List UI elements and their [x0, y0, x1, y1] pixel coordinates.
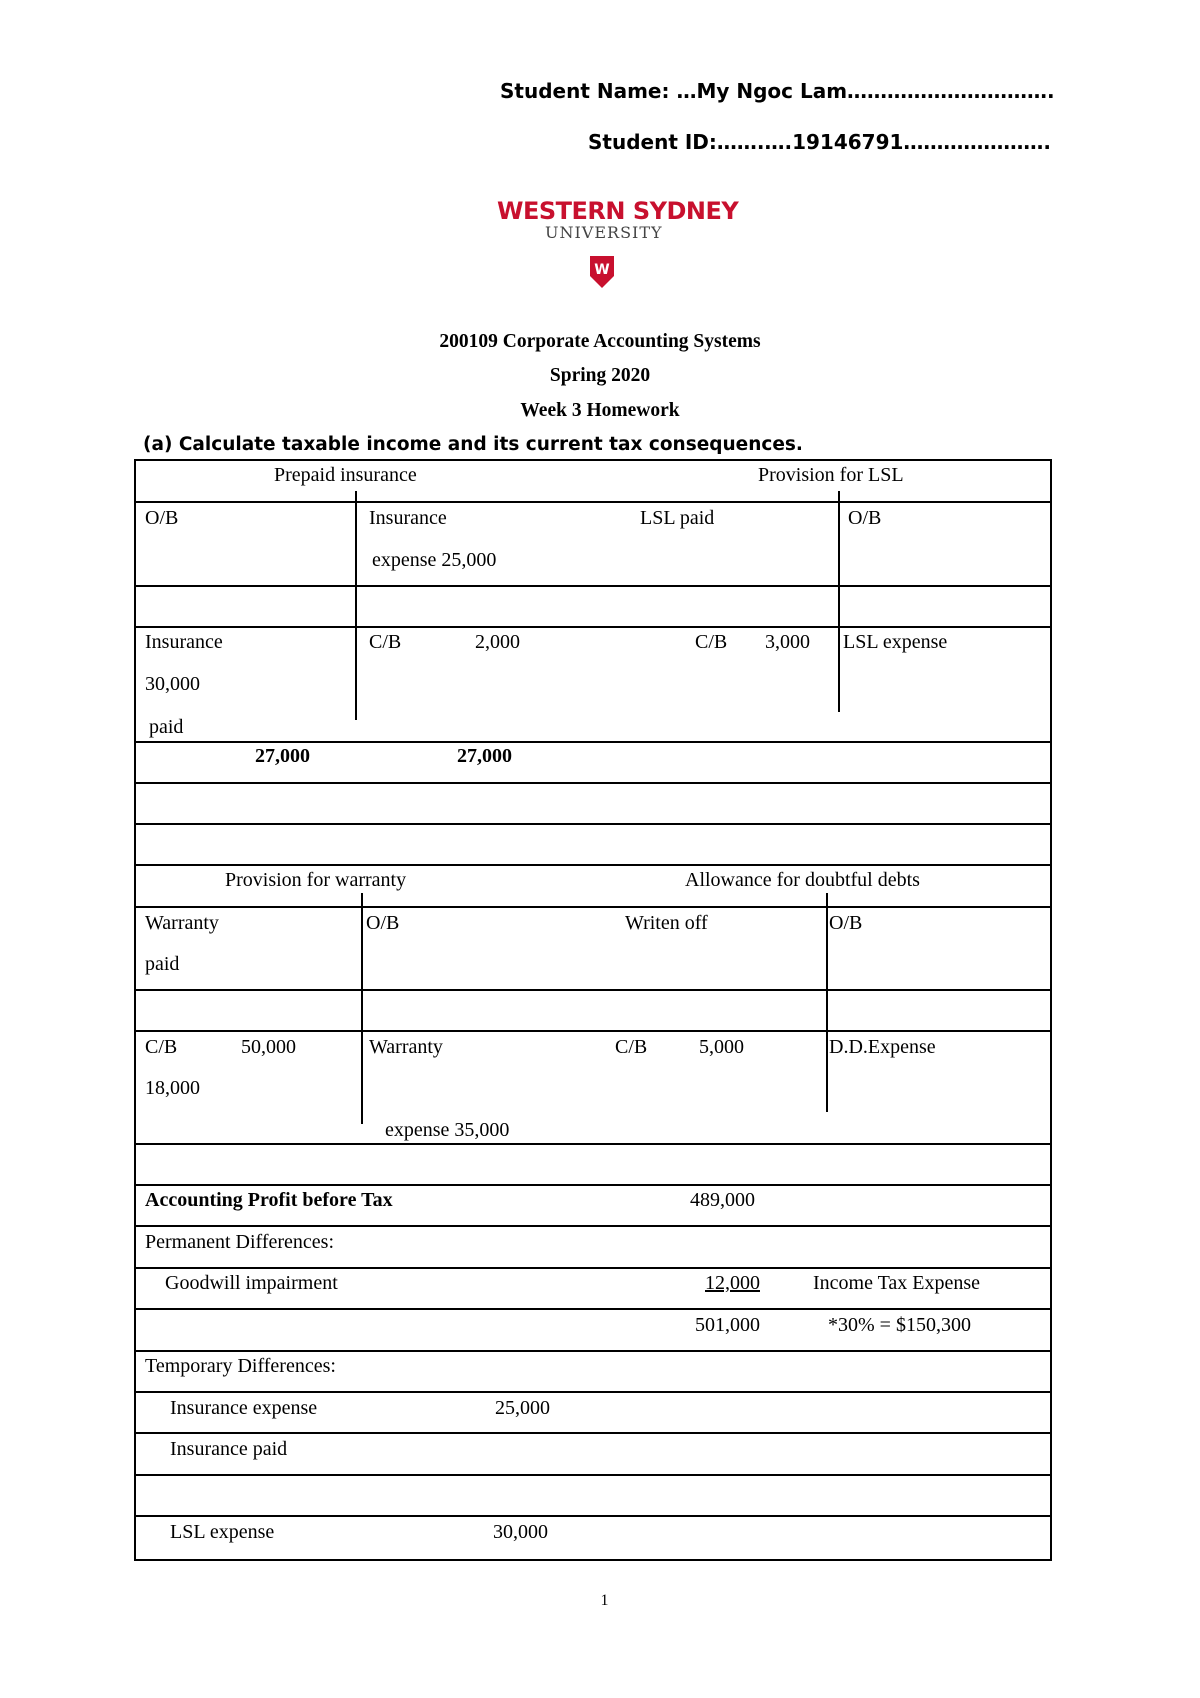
prepaid-cb-value: 2,000	[475, 631, 520, 653]
prepaid-total-left: 27,000	[255, 745, 310, 767]
warranty-cb-label: C/B	[145, 1036, 178, 1058]
temp-diff-label: Temporary Differences:	[145, 1355, 336, 1377]
apbt-value: 489,000	[690, 1189, 755, 1211]
prepaid-cb-label: C/B	[369, 631, 402, 653]
term-title: Spring 2020	[549, 365, 651, 386]
warranty-title: Provision for warranty	[225, 869, 407, 891]
lsl-title: Provision for LSL	[758, 464, 904, 486]
lsl-expense-label: LSL expense	[170, 1521, 275, 1543]
allowance-cb-value: 5,000	[699, 1036, 744, 1058]
lsl-expense-value: 30,000	[493, 1521, 548, 1543]
prepaid-ins-paid-label: Insurance	[145, 631, 223, 653]
warranty-paid: paid	[145, 953, 180, 975]
allowance-dd-expense: D.D.Expense	[829, 1036, 936, 1058]
goodwill-label: Goodwill impairment	[165, 1272, 338, 1294]
page-number: 1	[600, 1592, 609, 1609]
perm-diff-label: Permanent Differences:	[145, 1231, 334, 1253]
lsl-ob: O/B	[848, 507, 882, 529]
insurance-expense-value: 25,000	[495, 1397, 550, 1419]
prepaid-insurance-label: Insurance	[369, 507, 447, 529]
student-id: Student ID:…….….19146791………………….	[588, 130, 1052, 154]
income-tax-expense-label: Income Tax Expense	[813, 1272, 981, 1294]
prepaid-insurance-title: Prepaid insurance	[274, 464, 417, 486]
logo-subtitle: UNIVERSITY	[545, 223, 663, 242]
warranty-cb-value: 50,000	[241, 1036, 296, 1058]
logo-wordmark: WESTERN SYDNEY	[497, 197, 739, 225]
income-tax-expense-calc: *30% = $150,300	[828, 1314, 971, 1336]
prepaid-paid-label: paid	[149, 716, 184, 738]
subtotal-value: 501,000	[695, 1314, 760, 1336]
goodwill-value: 12,000	[705, 1272, 760, 1294]
lsl-expense: LSL expense	[843, 631, 948, 653]
prepaid-total-right: 27,000	[457, 745, 512, 767]
allowance-title: Allowance for doubtful debts	[685, 869, 920, 891]
warranty-expense: expense 35,000	[385, 1119, 510, 1141]
warranty-ob: O/B	[366, 912, 400, 934]
warranty-left-value: 18,000	[145, 1077, 200, 1099]
warranty-label: Warranty	[145, 912, 219, 934]
prepaid-ins-paid-value: 30,000	[145, 673, 200, 695]
prepaid-ob: O/B	[145, 507, 179, 529]
allowance-cb-label: C/B	[615, 1036, 648, 1058]
student-name: Student Name: …My Ngoc Lam………………………….	[500, 79, 1055, 103]
lsl-cb-value: 3,000	[765, 631, 810, 653]
shield-icon	[590, 256, 614, 288]
warranty-right-label: Warranty	[369, 1036, 443, 1058]
logo-mark: W	[594, 262, 610, 278]
lsl-paid: LSL paid	[640, 507, 715, 529]
course-title: 200109 Corporate Accounting Systems	[439, 331, 761, 352]
allowance-written-off: Writen off	[625, 912, 708, 934]
lsl-cb-label: C/B	[695, 631, 728, 653]
question-label: (a) Calculate taxable income and its current tax consequences.	[143, 434, 803, 455]
apbt-label: Accounting Profit before Tax	[145, 1189, 393, 1211]
insurance-expense-label: Insurance expense	[170, 1397, 318, 1419]
week-title: Week 3 Homework	[520, 400, 680, 421]
insurance-paid-label: Insurance paid	[170, 1438, 288, 1460]
allowance-ob: O/B	[829, 912, 863, 934]
prepaid-expense: expense 25,000	[372, 549, 497, 571]
